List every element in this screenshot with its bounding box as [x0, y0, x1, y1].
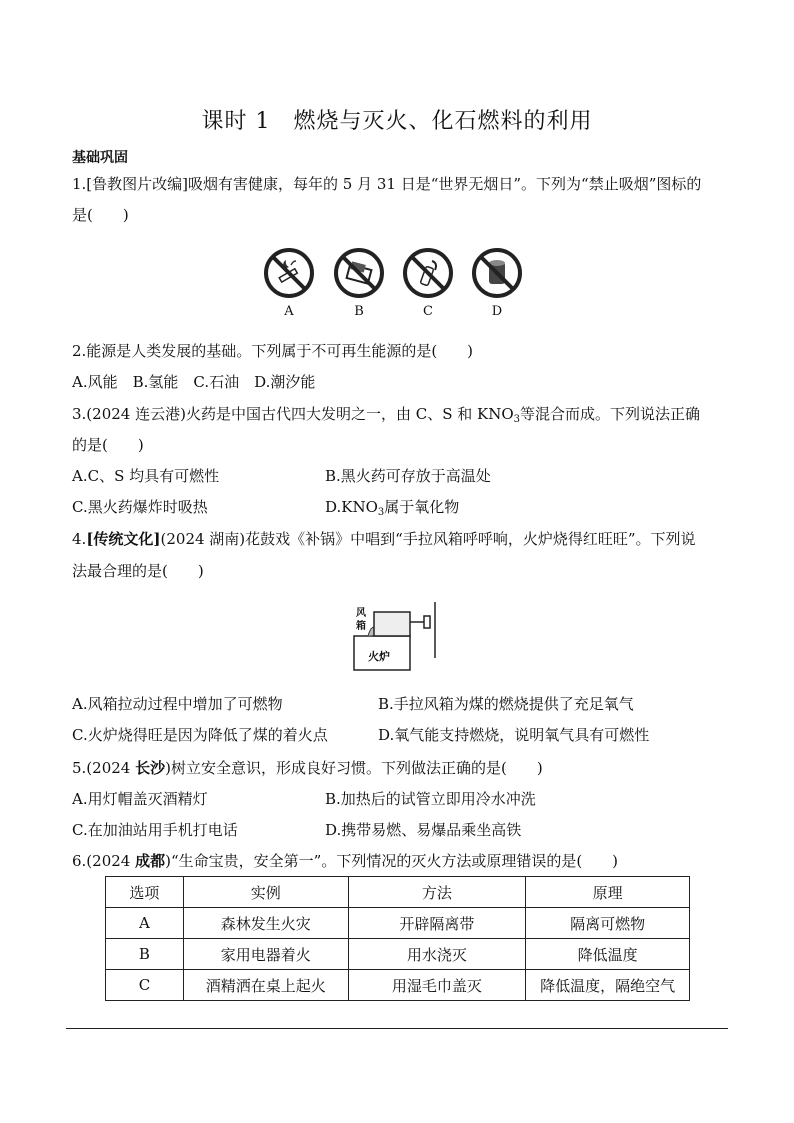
q5-option-b: B.加热后的试管立即用冷水冲洗: [325, 790, 536, 808]
table-cell: 开辟隔离带: [348, 908, 526, 939]
q6-table: [105, 876, 690, 1001]
table-cell: A: [106, 908, 184, 939]
q4-option-b: B.手拉风箱为煤的燃烧提供了充足氧气: [378, 695, 634, 713]
table-cell: B: [106, 939, 184, 970]
q5-option-c: C.在加油站用手机打电话: [72, 821, 238, 839]
table-cell: 家用电器着火: [183, 939, 348, 970]
q1-label-d: D: [491, 304, 503, 319]
table-header: 选项: [106, 877, 184, 908]
table-header: 方法: [348, 877, 526, 908]
footer-divider: [66, 1028, 728, 1029]
q4-option-a: A.风箱拉动过程中增加了可燃物: [72, 695, 283, 713]
q1-stem-line2: 是( ): [72, 206, 129, 224]
q5-option-a: A.用灯帽盖灭酒精灯: [72, 790, 208, 808]
q3-option-b: B.黑火药可存放于高温处: [325, 467, 491, 485]
table-cell: 降低温度，隔绝空气: [526, 970, 690, 1001]
fig-label-fengxiang-top: 风: [356, 608, 366, 619]
bellows-furnace-figure: [352, 602, 440, 674]
q4-option-d: D.氧气能支持燃烧，说明氧气具有可燃性: [378, 726, 650, 744]
table-row: [106, 908, 690, 939]
table-cell: 用水浇灭: [348, 939, 526, 970]
q1-stem-line1: 1.[鲁教图片改编]吸烟有害健康，每年的 5 月 31 日是“世界无烟日”。下列为“禁止吸烟”图标的: [72, 175, 702, 193]
table-cell: C: [106, 970, 184, 1001]
table-header: 实例: [183, 877, 348, 908]
table-header: 原理: [526, 877, 690, 908]
table-row: [106, 970, 690, 1001]
fig-label-furnace: 火炉: [368, 650, 390, 663]
fig-label-fengxiang-mid: 箱: [356, 621, 366, 632]
q3-option-c: C.黑火药爆炸时吸热: [72, 498, 208, 516]
q6-stem: 6.(2024 成都)“生命宝贵，安全第一”。下列情况的灭火方法或原理错误的是( ): [72, 852, 619, 870]
q3-stem-line2: 的是( ): [72, 436, 144, 454]
no-smoking-sign-d-icon: [471, 247, 523, 299]
q4-stem: 4.[传统文化](2024 湖南)花鼓戏《补锅》中唱到“手拉风箱呼呼响，火炉烧得红旺旺”。下列说: [72, 530, 696, 548]
q1-label-a: A: [284, 304, 294, 319]
q1-label-b: B: [354, 304, 364, 319]
section-heading: 基础巩固: [72, 150, 128, 166]
page-title: 课时 1 燃烧与灭火、化石燃料的利用: [201, 109, 593, 134]
q5-option-d: D.携带易燃、易爆品乘坐高铁: [325, 821, 522, 839]
table-cell: 用湿毛巾盖灭: [348, 970, 526, 1001]
q3-stem: 3.(2024 连云港)火药是中国古代四大发明之一，由 C、S 和 $KNO_3$等混合而成。下列说法正确: [72, 405, 701, 425]
no-smoking-sign-c-icon: [402, 247, 454, 299]
q2-options: A.风能 B.氢能 C.石油 D.潮汐能: [72, 373, 316, 391]
table-cell: 森林发生火灾: [183, 908, 348, 939]
table-cell: 降低温度: [526, 939, 690, 970]
table-cell: 酒精洒在桌上起火: [183, 970, 348, 1001]
no-smoking-sign-b-icon: [333, 247, 385, 299]
table-cell: 隔离可燃物: [526, 908, 690, 939]
table-header-row: [106, 877, 690, 908]
table-row: [106, 939, 690, 970]
q1-label-c: C: [423, 304, 433, 319]
q2-stem: 2.能源是人类发展的基础。下列属于不可再生能源的是( ): [72, 342, 474, 360]
q1-sign-figures: [263, 247, 523, 323]
no-smoking-sign-a-icon: [263, 247, 315, 299]
q4-stem-line2: 法最合理的是( ): [72, 562, 204, 580]
q4-option-c: C.火炉烧得旺是因为降低了煤的着火点: [72, 726, 328, 744]
q3-option-d: $D.KNO_3$属于氧化物: [325, 498, 460, 518]
q5-stem: 5.(2024 长沙)树立安全意识，形成良好习惯。下列做法正确的是( ): [72, 759, 543, 777]
q3-option-a: A.C、S 均具有可燃性: [72, 467, 220, 485]
